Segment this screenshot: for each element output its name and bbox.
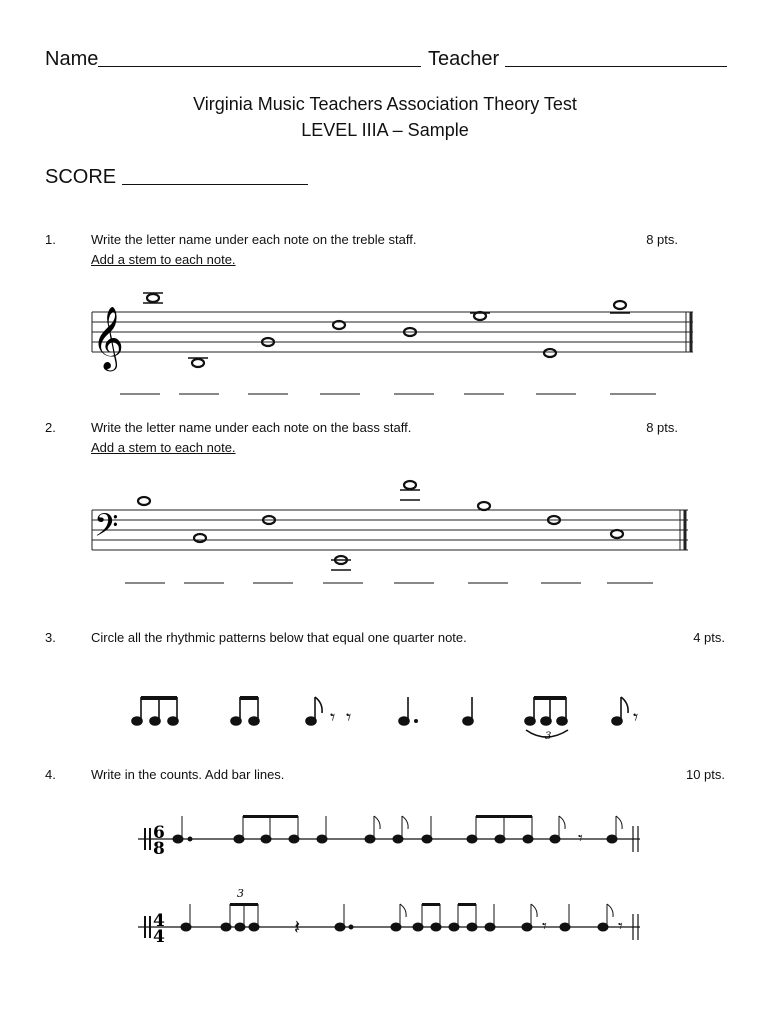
score-field[interactable]	[45, 166, 308, 189]
whole-note-icon	[404, 481, 416, 489]
treble-staff	[0, 290, 770, 410]
teacher-field[interactable]	[428, 48, 727, 71]
name-field[interactable]	[45, 48, 421, 71]
name-line[interactable]	[98, 66, 421, 67]
name-label: Name	[45, 48, 99, 70]
rhythm-pattern-4	[399, 697, 418, 725]
teacher-label: Teacher	[428, 48, 500, 70]
score-line[interactable]	[122, 184, 308, 185]
whole-note-icon	[611, 530, 623, 538]
question-3-number: 3.	[45, 630, 56, 645]
whole-note-icon	[478, 502, 490, 510]
question-1-number: 1.	[45, 232, 56, 247]
svg-text:𝄽: 𝄽	[294, 915, 301, 939]
time-signature-bottom: 8	[153, 839, 165, 859]
whole-note-icon	[138, 497, 150, 505]
rhythm-pattern-3	[306, 697, 351, 729]
whole-note-icon	[194, 534, 206, 542]
rest-icon: 𝄾	[346, 705, 352, 729]
question-2-points: 8 pts.	[646, 420, 678, 435]
whole-note-icon	[544, 349, 556, 357]
time-signature-top: 4	[153, 911, 165, 931]
question-4-number: 4.	[45, 767, 56, 782]
rhythm-pattern-5	[463, 697, 473, 725]
test-title: Virginia Music Teachers Association Theory Test	[193, 94, 577, 114]
rhythm-patterns	[0, 690, 770, 750]
rhythm-pattern-1	[132, 696, 178, 725]
whole-note-icon	[192, 359, 204, 367]
treble-clef-icon: 𝄞	[92, 306, 124, 369]
whole-note-icon	[614, 301, 626, 309]
rhythm-pattern-7	[612, 697, 638, 729]
bass-clef-icon: 𝄢	[94, 507, 119, 551]
rhythm-pattern-2	[231, 696, 259, 725]
triplet-mark: 3	[237, 887, 244, 900]
svg-text:𝄾: 𝄾	[542, 916, 547, 937]
whole-note-icon	[147, 294, 159, 302]
bass-staff	[0, 480, 770, 600]
rhythm-line-6-8	[0, 810, 770, 870]
rhythm-line-4-4	[0, 888, 770, 958]
question-4-text: Write in the counts. Add bar lines.	[91, 767, 285, 782]
teacher-line[interactable]	[505, 66, 727, 67]
question-3-points: 4 pts.	[693, 630, 725, 645]
time-signature-bottom: 4	[153, 927, 165, 947]
question-1-points: 8 pts.	[646, 232, 678, 247]
svg-text:𝄾: 𝄾	[618, 916, 623, 937]
score-label: SCORE	[45, 166, 117, 188]
question-2-text: Write the letter name under each note on the bass staff.	[91, 420, 412, 435]
test-level: LEVEL IIIA – Sample	[301, 120, 469, 140]
svg-text:𝄾: 𝄾	[578, 828, 583, 849]
question-3-text: Circle all the rhythmic patterns below that equal one quarter note.	[91, 630, 467, 645]
rest-icon: 𝄾	[633, 705, 639, 729]
question-1-text: Write the letter name under each note on the treble staff.	[91, 232, 417, 247]
question-1-subtext: Add a stem to each note.	[91, 252, 236, 267]
time-signature-top: 6	[153, 823, 165, 843]
question-2-subtext: Add a stem to each note.	[91, 440, 236, 455]
question-4-points: 10 pts.	[685, 767, 725, 782]
rest-icon: 𝄾	[330, 705, 336, 729]
question-2-number: 2.	[45, 420, 56, 435]
triplet-mark: 3	[545, 731, 552, 742]
